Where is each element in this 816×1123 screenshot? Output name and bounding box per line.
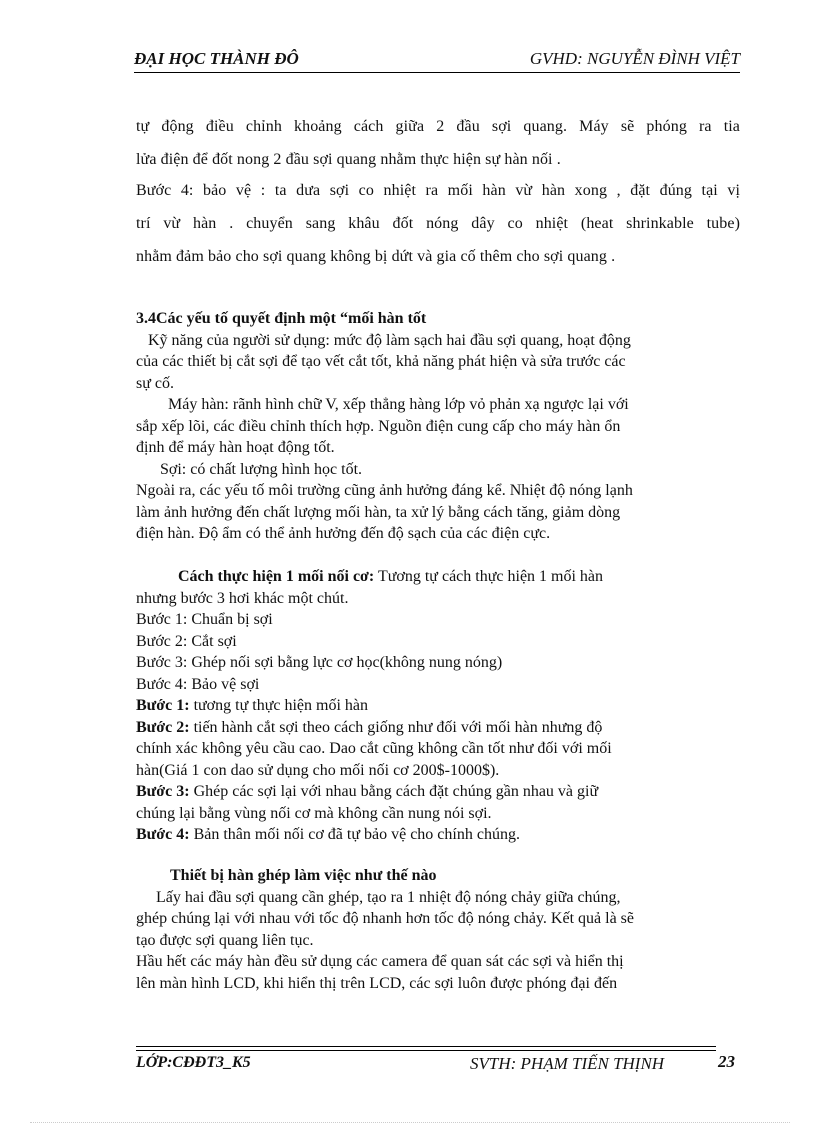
text-line: hàn(Giá 1 con dao sử dụng cho mối nối cơ 200$-1000$). — [136, 761, 500, 779]
step-detail-4 — [136, 824, 740, 846]
text-line: Lấy hai đầu sợi quang cần ghép, tạo ra 1 nhiệt độ nóng chảy giữa chúng, — [136, 888, 621, 906]
section-3-4 — [136, 308, 740, 545]
step-text: Bản thân mối nối cơ đã tự bảo vệ cho chính chúng. — [189, 826, 520, 843]
header-university: ĐẠI HỌC THÀNH ĐÔ — [134, 49, 299, 68]
footer-class: LỚP:CĐĐT3_K5 — [136, 1054, 251, 1071]
text-line: Hầu hết các máy hàn đều sử dụng các camera để quan sát các sợi và hiển thị — [136, 953, 624, 970]
text-line: tự động điều chỉnh khoảng cách giữa 2 đầu sợi quang. Máy sẽ phóng ra tia — [136, 118, 740, 135]
text-line: lửa điện để đốt nong 2 đầu sợi quang nhằm thực hiện sự hàn nối . — [136, 151, 561, 168]
text-line: Kỹ năng của người sử dụng: mức độ làm sạch hai đầu sợi quang, hoạt động — [136, 331, 631, 349]
text-line: của các thiết bị cắt sợi để tạo vết cắt tốt, khả năng phát hiện và sửa trước các — [136, 353, 626, 370]
step-detail-3 — [136, 781, 740, 803]
step-label: Bước 1: — [136, 697, 190, 714]
text-line: nhằm đảm bảo cho sợi quang không bị dứt và gia cố thêm cho sợi quang . — [136, 248, 616, 265]
text-line: chúng lại bằng vùng nối cơ mà không cần nung nói sợi. — [136, 804, 492, 822]
step-item: Bước 2: Cắt sợi — [136, 632, 237, 650]
text-line: làm ảnh hưởng đến chất lượng mối hàn, ta xử lý bằng cách tăng, giảm dòng — [136, 503, 621, 521]
mechanical-title: Cách thực hiện 1 mối nối cơ: — [178, 568, 375, 585]
footer-student: SVTH: PHẠM TIẾN THỊNH — [470, 1054, 665, 1073]
text-line: ghép chúng lại với nhau với tốc độ nhanh hơn tốc độ nóng chảy. Kết quả là sẽ — [136, 910, 635, 927]
text-line: sắp xếp lõi, các điều chỉnh thích hợp. Nguồn điện cung cấp cho máy hàn ổn — [136, 417, 621, 435]
text-line: tạo được sợi quang liên tục. — [136, 931, 314, 949]
device-section — [136, 865, 740, 994]
text-line: chính xác không yêu cầu cao. Dao cắt cũng không cần tốt như đối với mối — [136, 740, 612, 757]
text-line: lên màn hình LCD, khi hiển thị trên LCD, các sợi luôn được phóng đại đến — [136, 974, 618, 992]
step-text: tiến hành cắt sợi theo cách giống như đối với mối hàn nhưng độ — [189, 718, 603, 736]
text-line: sự cố. — [136, 374, 174, 392]
section-heading: 3.4Các yếu tố quyết định một “mối hàn tốt — [136, 310, 427, 327]
step-item: Bước 1: Chuẩn bị sợi — [136, 611, 273, 628]
text-line: Sợi: có chất lượng hình học tốt. — [136, 460, 363, 478]
step-label: Bước 4: — [136, 826, 190, 843]
step-text: tương tự thực hiện mối hàn — [189, 697, 369, 714]
text-line: định để máy hàn hoạt động tốt. — [136, 439, 335, 456]
text-line: nhưng bước 3 hơi khác một chút. — [136, 589, 349, 607]
text-line: Ngoài ra, các yếu tố môi trường cũng ảnh hưởng đáng kể. Nhiệt độ nóng lạnh — [136, 482, 633, 499]
mechanical-title-line — [136, 566, 740, 588]
mechanical-title-rest: Tương tự cách thực hiện 1 mối hàn — [374, 568, 604, 585]
intro-paragraph-1 — [136, 110, 740, 176]
step-text: Ghép các sợi lại với nhau bằng cách đặt chúng gần nhau và giữ — [189, 783, 599, 800]
step-label: Bước 3: — [136, 783, 190, 800]
footer-rule — [136, 1046, 716, 1047]
step-item: Bước 3: Ghép nối sợi bằng lực cơ học(không nung nóng) — [136, 654, 503, 671]
text-line: trí vừ hàn . chuyển sang khâu đốt nóng dây co nhiệt (heat shrinkable tube) — [136, 215, 740, 232]
page-header — [134, 49, 740, 73]
mechanical-splice-section — [136, 566, 740, 846]
text-line: Máy hàn: rãnh hình chữ V, xếp thẳng hàng lớp vỏ phản xạ ngược lại với — [136, 396, 629, 413]
step-item: Bước 4: Bảo vệ sợi — [136, 675, 260, 693]
footer-rule — [136, 1050, 716, 1051]
header-rule — [134, 72, 740, 73]
text-line: Bước 4: bảo vệ : ta dưa sợi co nhiệt ra mối hàn vừ hàn xong , đặt đúng tại vị — [136, 182, 740, 199]
intro-paragraph-2 — [136, 174, 740, 273]
device-heading: Thiết bị hàn ghép làm việc như thế nào — [170, 867, 437, 884]
step-detail-2 — [136, 717, 740, 739]
header-advisor: GVHD: NGUYỄN ĐÌNH VIỆT — [529, 49, 740, 68]
step-detail-1 — [136, 695, 740, 717]
page-number: 23 — [718, 1052, 735, 1071]
text-line: điện hàn. Độ ẩm có thể ảnh hưởng đến độ sạch của các điện cực. — [136, 525, 551, 542]
step-label: Bước 2: — [136, 718, 190, 736]
